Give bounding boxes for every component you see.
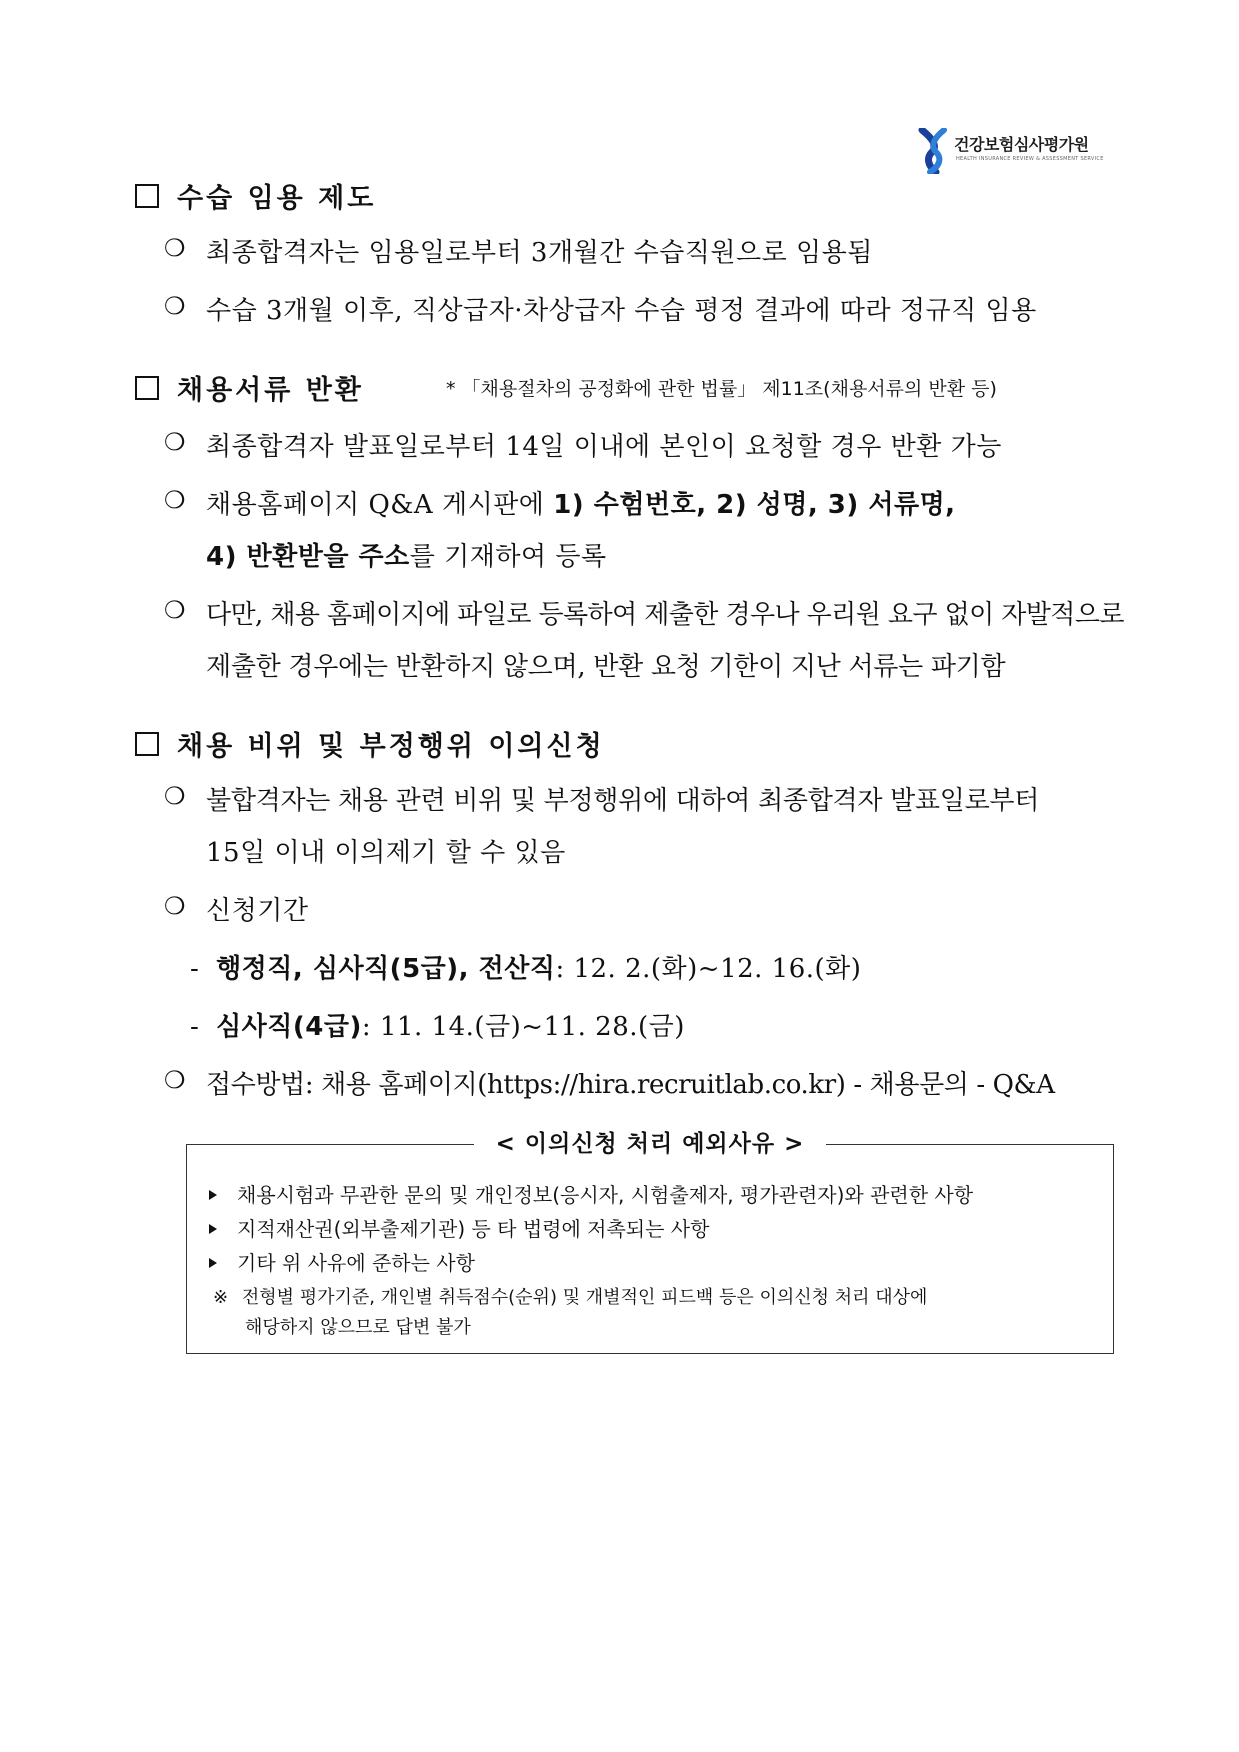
period-item	[190, 948, 861, 985]
list-item: ❍ 최종합격자는 임용일로부터 3개월간 수습직원으로 임용됨	[164, 234, 873, 268]
reference-mark: ※	[213, 1287, 229, 1308]
circle-bullet-icon: ❍	[164, 428, 187, 456]
circle-bullet-icon: ❍	[164, 486, 187, 514]
circle-bullet-icon: ❍	[164, 1066, 186, 1094]
list-item: ❍ 다만, 채용 홈페이지에 파일로 등록하여 제출한 경우나 우리원 요구 없이 자발적으로	[164, 596, 1124, 630]
exceptions-box	[186, 1131, 1114, 1354]
circle-bullet-icon: ❍	[164, 596, 185, 624]
triangle-bullet-icon	[209, 1190, 217, 1200]
logo-subtitle: HEALTH INSURANCE REVIEW & ASSESSMENT SERVICE	[956, 156, 1104, 162]
section-title-probation: 수습 임용 제도	[135, 176, 376, 215]
list-item: ❍ 수습 3개월 이후, 직상급자·차상급자 수습 평정 결과에 따라 정규직 임용	[164, 292, 1037, 326]
exception-item: 지적재산권(외부출제기관) 등 타 법령에 저촉되는 사항	[209, 1213, 709, 1242]
period-label: 행정직, 심사직(5급), 전산직	[216, 954, 556, 984]
exception-note: ※ 전형별 평가기준, 개인별 취득점수(순위) 및 개별적인 피드백 등은 이의신청 처리 대상에	[213, 1287, 928, 1308]
hira-logo	[918, 128, 1108, 176]
circle-bullet-icon: ❍	[164, 782, 186, 810]
list-item: ❍ 불합격자는 채용 관련 비위 및 부정행위에 대하여 최종합격자 발표일로부터	[164, 782, 1040, 816]
period-value: : 11. 14.(금)~11. 28.(금)	[361, 1012, 685, 1042]
dash-bullet: -	[190, 1012, 200, 1042]
section-title-document-return: 채용서류 반환	[135, 368, 364, 407]
law-reference-note: * 「채용절차의 공정화에 관한 법률」 제11조(채용서류의 반환 등)	[446, 378, 997, 400]
list-item-continuation: 제출한 경우에는 반환하지 않으며, 반환 요청 기한이 지난 서류는 파기함	[206, 652, 1006, 682]
checkbox-icon	[135, 376, 159, 400]
circle-bullet-icon: ❍	[164, 292, 187, 320]
period-item	[190, 1006, 685, 1043]
exception-item: 기타 위 사유에 준하는 사항	[209, 1247, 475, 1276]
list-item-continuation: 4) 반환받을 주소를 기재하여 등록	[206, 542, 607, 572]
required-fields: 4) 반환받을 주소	[206, 542, 410, 572]
list-item: ❍ 접수방법: 채용 홈페이지(https://hira.recruitlab.co.kr) - 채용문의 - Q&A	[164, 1066, 1055, 1100]
dash-bullet: -	[190, 954, 200, 984]
checkbox-icon	[135, 732, 159, 756]
circle-bullet-icon: ❍	[164, 892, 187, 920]
period-value: : 12. 2.(화)~12. 16.(화)	[555, 954, 862, 984]
hira-logo-icon	[918, 128, 952, 174]
period-label: 심사직(4급)	[216, 1012, 362, 1042]
triangle-bullet-icon	[209, 1224, 217, 1234]
triangle-bullet-icon	[209, 1258, 217, 1268]
required-fields: 1) 수험번호, 2) 성명, 3) 서류명,	[553, 490, 956, 520]
section-title-appeal: 채용 비위 및 부정행위 이의신청	[135, 724, 605, 763]
list-item: ❍ 채용홈페이지 Q&A 게시판에 1) 수험번호, 2) 성명, 3) 서류명,	[164, 486, 956, 520]
logo-name: 건강보험심사평가원	[954, 135, 1089, 154]
list-item-continuation: 15일 이내 이의제기 할 수 있음	[206, 838, 566, 868]
exceptions-title: < 이의신청 처리 예외사유 >	[187, 1125, 1113, 1158]
exception-note-continuation: 해당하지 않으므로 답변 불가	[245, 1317, 471, 1338]
checkbox-icon	[135, 184, 159, 208]
circle-bullet-icon: ❍	[164, 234, 187, 262]
list-item: ❍ 최종합격자 발표일로부터 14일 이내에 본인이 요청할 경우 반환 가능	[164, 428, 1002, 462]
list-item: ❍ 신청기간	[164, 892, 309, 926]
exception-item: 채용시험과 무관한 문의 및 개인정보(응시자, 시험출제자, 평가관련자)와 관련한 사항	[209, 1179, 973, 1208]
